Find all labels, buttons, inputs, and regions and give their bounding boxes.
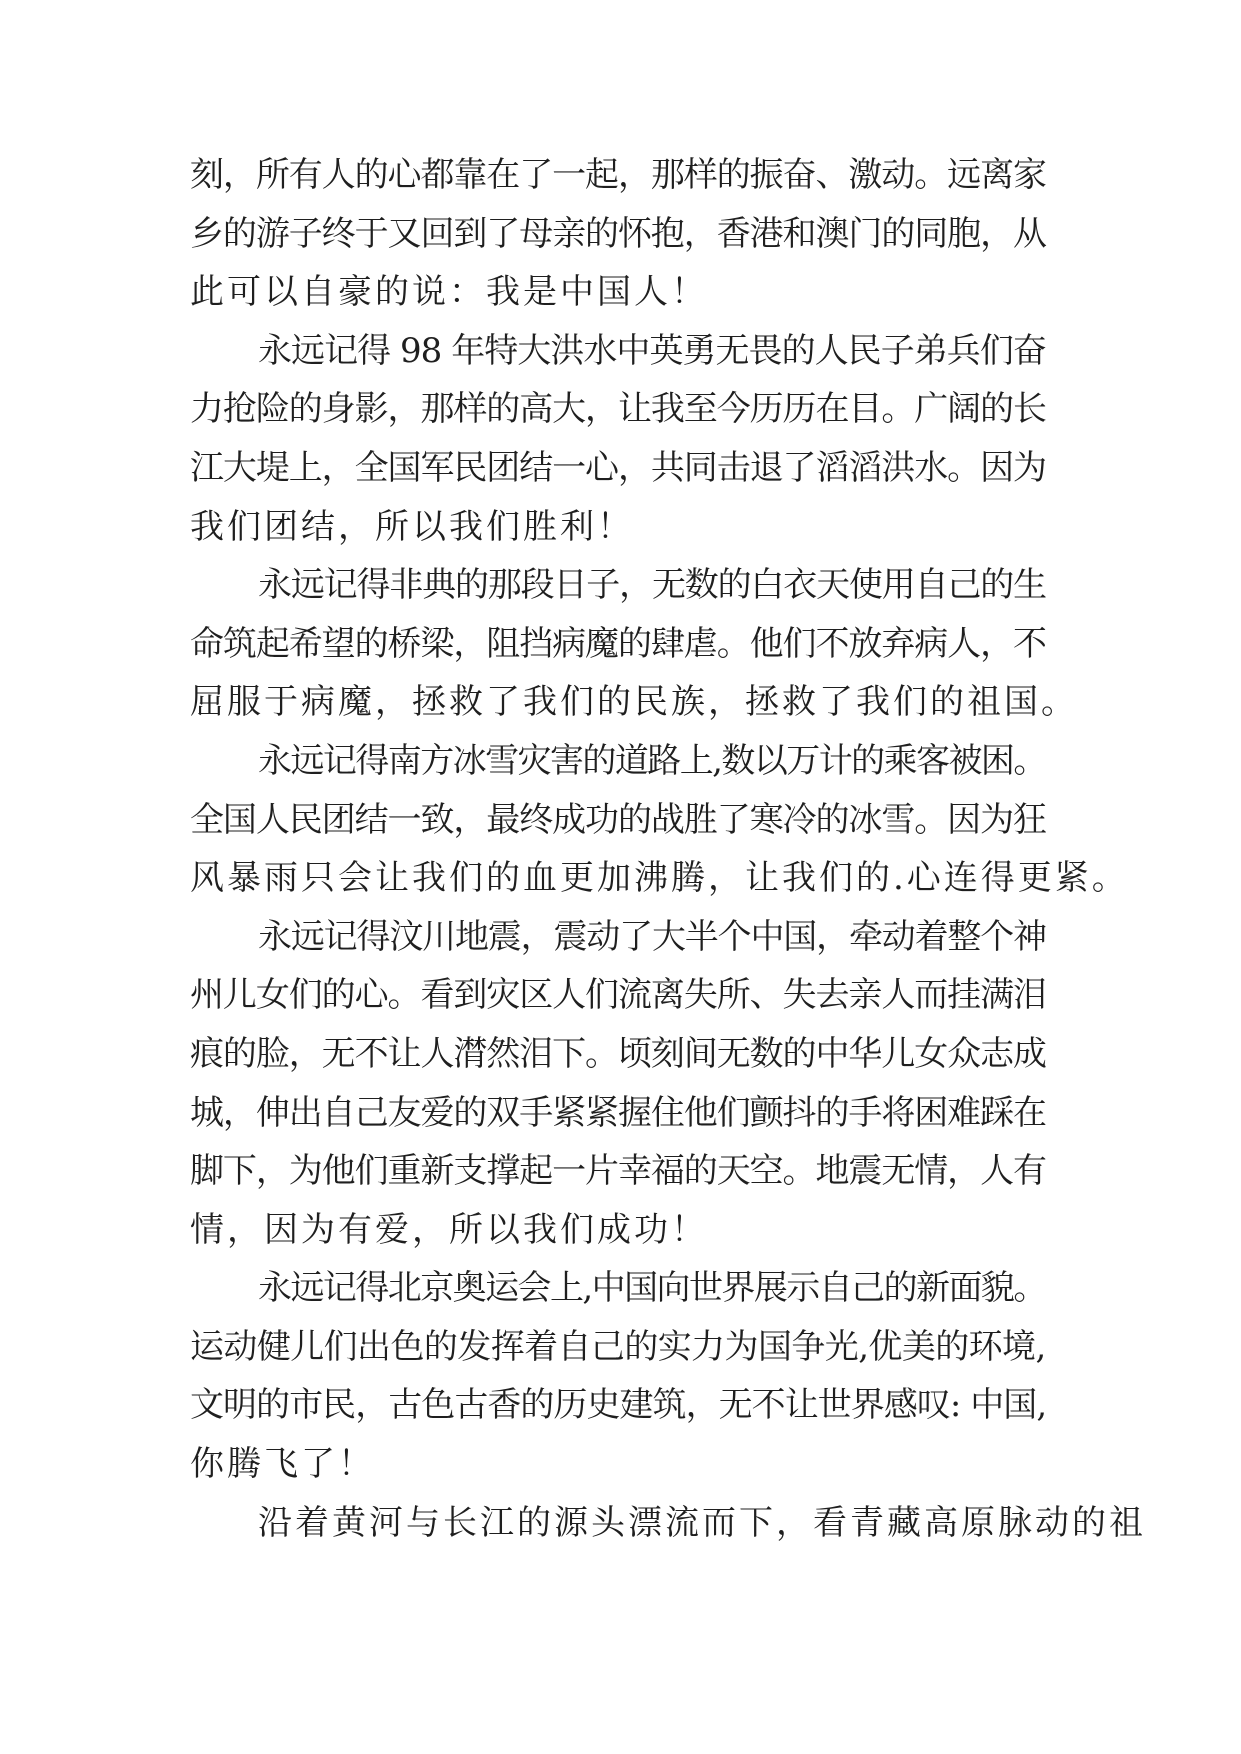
paragraph bbox=[190, 146, 1046, 322]
text-line: 永远记得非典的那段日子，无数的白衣天使用自己的生 bbox=[258, 565, 1046, 606]
text-line: 力抢险的身影，那样的高大，让我至今历历在目。广阔的长 bbox=[190, 389, 1046, 430]
paragraph bbox=[190, 322, 1046, 556]
text-line: 痕的脸，无不让人潸然泪下。顷刻间无数的中华儿女众志成 bbox=[190, 1033, 1046, 1074]
text-line: 文明的市民，古色古香的历史建筑，无不让世界感叹: 中国, bbox=[190, 1385, 1047, 1426]
text-line: 乡的游子终于又回到了母亲的怀抱，香港和澳门的同胞，从 bbox=[190, 213, 1046, 254]
text-line: 永远记得汶川地震，震动了大半个中国，牵动着整个神 bbox=[258, 916, 1046, 957]
paragraph bbox=[190, 908, 1046, 1260]
text-line: 运动健儿们出色的发挥着自己的实力为国争光,优美的环境, bbox=[190, 1326, 1046, 1367]
text-line: 命筑起希望的桥梁，阻挡病魔的肆虐。他们不放弃病人，不 bbox=[190, 623, 1046, 664]
text-line: 你腾飞了！ bbox=[190, 1444, 375, 1485]
paragraph bbox=[190, 1259, 1046, 1493]
text-line: 永远记得 98 年特大洪水中英勇无畏的人民子弟兵们奋 bbox=[258, 330, 1046, 371]
text-line: 沿着黄河与长江的源头漂流而下，看青藏高原脉动的祖 bbox=[258, 1502, 1146, 1543]
text-line: 全国人民团结一致，最终成功的战胜了寒冷的冰雪。因为狂 bbox=[190, 799, 1046, 840]
text-line: 城，伸出自己友爱的双手紧紧握住他们颤抖的手将困难踩在 bbox=[190, 1092, 1046, 1133]
text-line: 江大堤上，全国军民团结一心，共同击退了滔滔洪水。因为 bbox=[190, 447, 1046, 488]
paragraph bbox=[190, 1494, 1146, 1553]
text-line: 情，因为有爱，所以我们成功！ bbox=[190, 1209, 708, 1250]
text-line: 脚下，为他们重新支撑起一片幸福的天空。地震无情，人有 bbox=[190, 1151, 1046, 1192]
document-body bbox=[190, 146, 1146, 1552]
text-line: 永远记得北京奥运会上,中国向世界展示自己的新面貌。 bbox=[258, 1268, 1046, 1309]
text-line: 刻，所有人的心都靠在了一起，那样的振奋、激动。远离家 bbox=[190, 155, 1046, 195]
text-line: 屈服于病魔，拯救了我们的民族，拯救了我们的祖国。 bbox=[190, 682, 1078, 723]
paragraph bbox=[190, 556, 1078, 732]
text-line: 此可以自豪的说：我是中国人！ bbox=[190, 272, 708, 313]
text-line: 永远记得南方冰雪灾害的道路上,数以万计的乘客被困。 bbox=[258, 740, 1046, 781]
text-line: 州儿女们的心。看到灾区人们流离失所、失去亲人而挂满泪 bbox=[190, 975, 1046, 1016]
text-line: 我们团结，所以我们胜利！ bbox=[190, 506, 634, 547]
text-line: 风暴雨只会让我们的血更加沸腾，让我们的.心连得更紧。 bbox=[190, 858, 1129, 899]
paragraph bbox=[190, 732, 1129, 908]
